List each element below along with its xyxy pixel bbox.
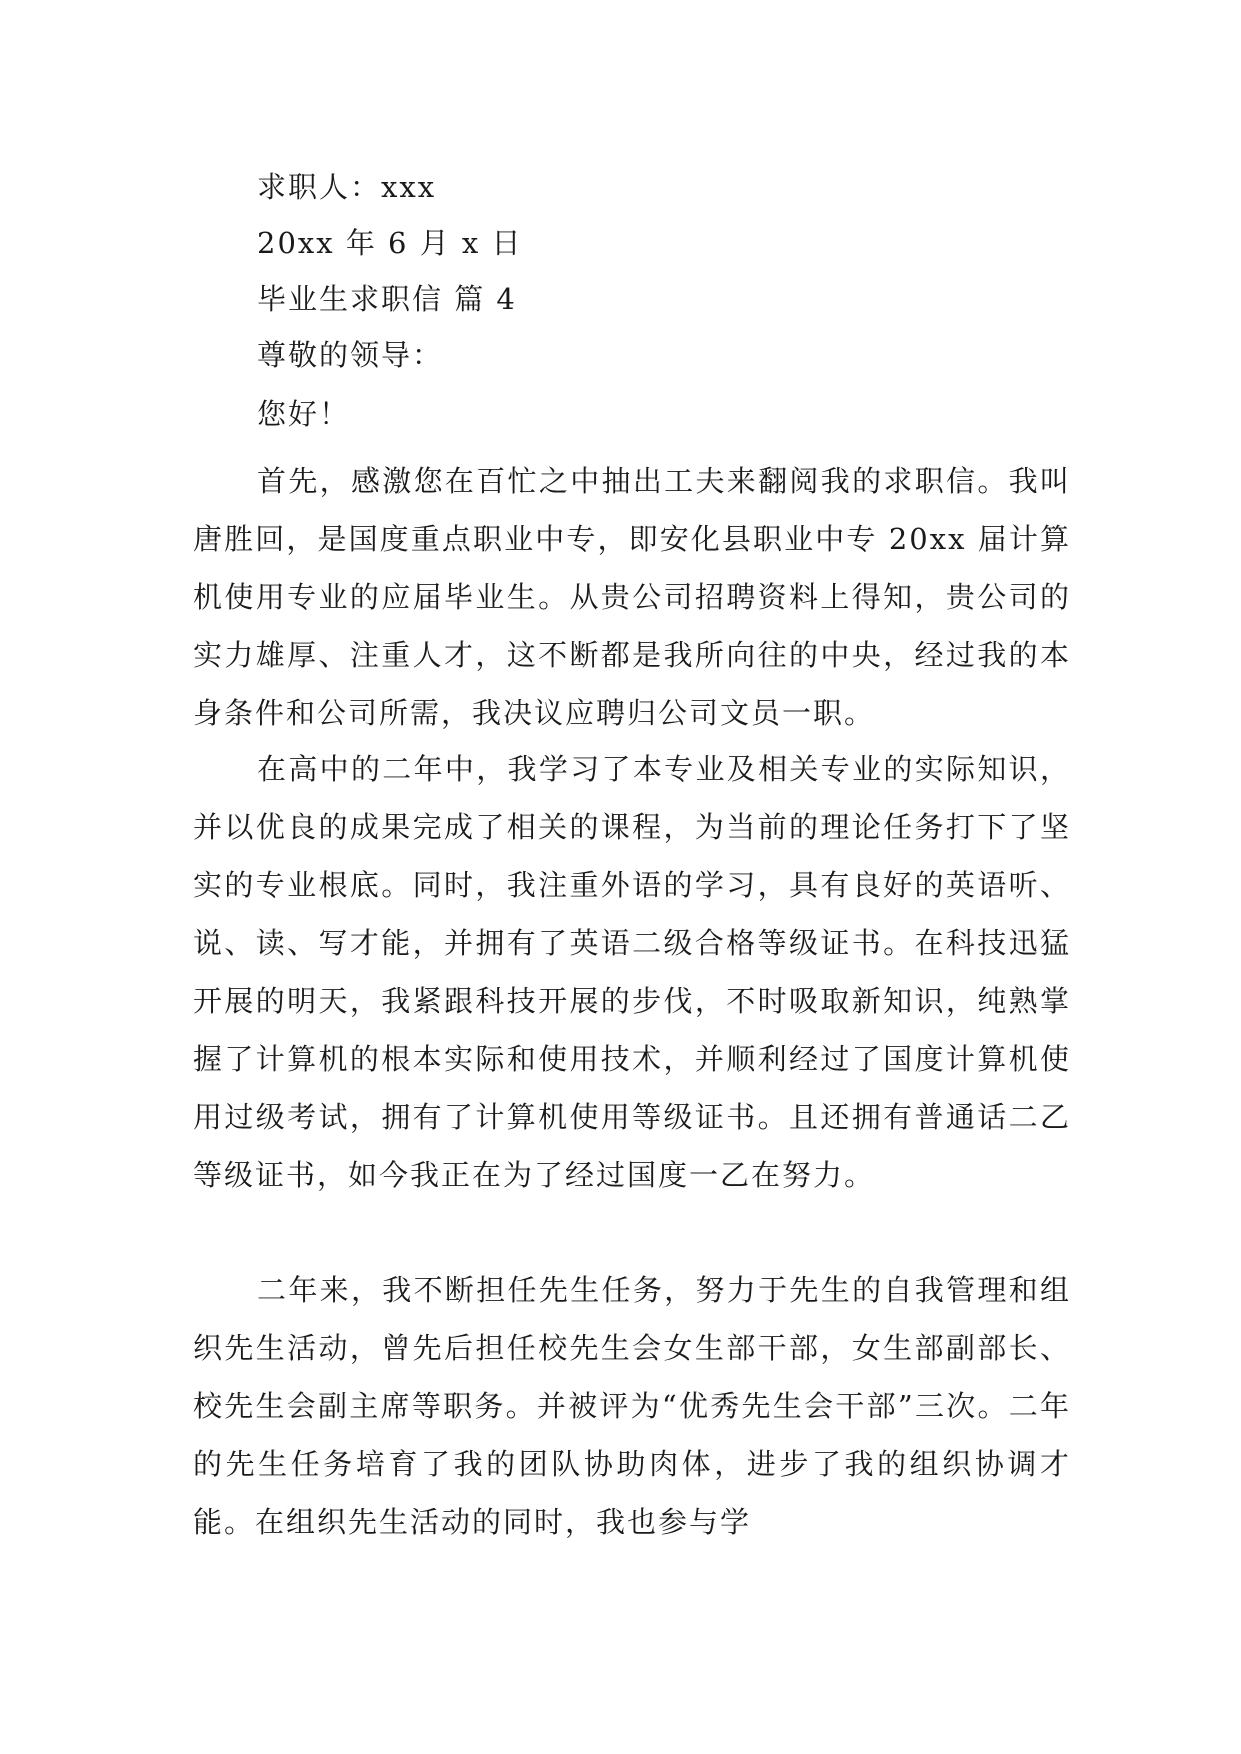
paragraph-student-work: 二年来，我不断担任先生任务，努力于先生的自我管理和组织先生活动，曾先后担任校先生会女生部干部，女生部副部长、校先生会副主席等职务。并被评为“优秀先生会干部”三次。二年的先生任务培育了我的团队协助肉体，进步了我的组织协调才能。在组织先生活动的同时，我也参与学 <box>193 1273 1071 1539</box>
paragraph-intro: 首先，感激您在百忙之中抽出工夫来翻阅我的求职信。我叫唐胜回，是国度重点职业中专，即安化县职业中专 20xx 届计算机使用专业的应届毕业生。从贵公司招聘资料上得知，贵公司的实力雄厚、注重人才，这不断都是我所向往的中央，经过我的本身条件和公司所需，我决议应聘归公司文员一职。 <box>193 464 1071 730</box>
date-line: 20xx 年 6 月 x 日 <box>257 226 523 260</box>
paragraph-education: 在高中的二年中，我学习了本专业及相关专业的实际知识，并以优良的成果完成了相关的课程，为当前的理论任务打下了坚实的专业根底。同时，我注重外语的学习，具有良好的英语听、说、读、写才能，并拥有了英语二级合格等级证书。在科技迅猛开展的明天，我紧跟科技开展的步伐，不时吸取新知识，纯熟掌握了计算机的根本实际和使用技术，并顺利经过了国度计算机使用过级考试，拥有了计算机使用等级证书。且还拥有普通话二乙等级证书，如今我正在为了经过国度一乙在努力。 <box>193 752 1071 1192</box>
section-title: 毕业生求职信 篇 4 <box>257 282 517 316</box>
greeting: 您好！ <box>257 397 351 431</box>
salutation: 尊敬的领导： <box>257 338 444 372</box>
signature-line: 求职人：xxx <box>257 170 437 204</box>
